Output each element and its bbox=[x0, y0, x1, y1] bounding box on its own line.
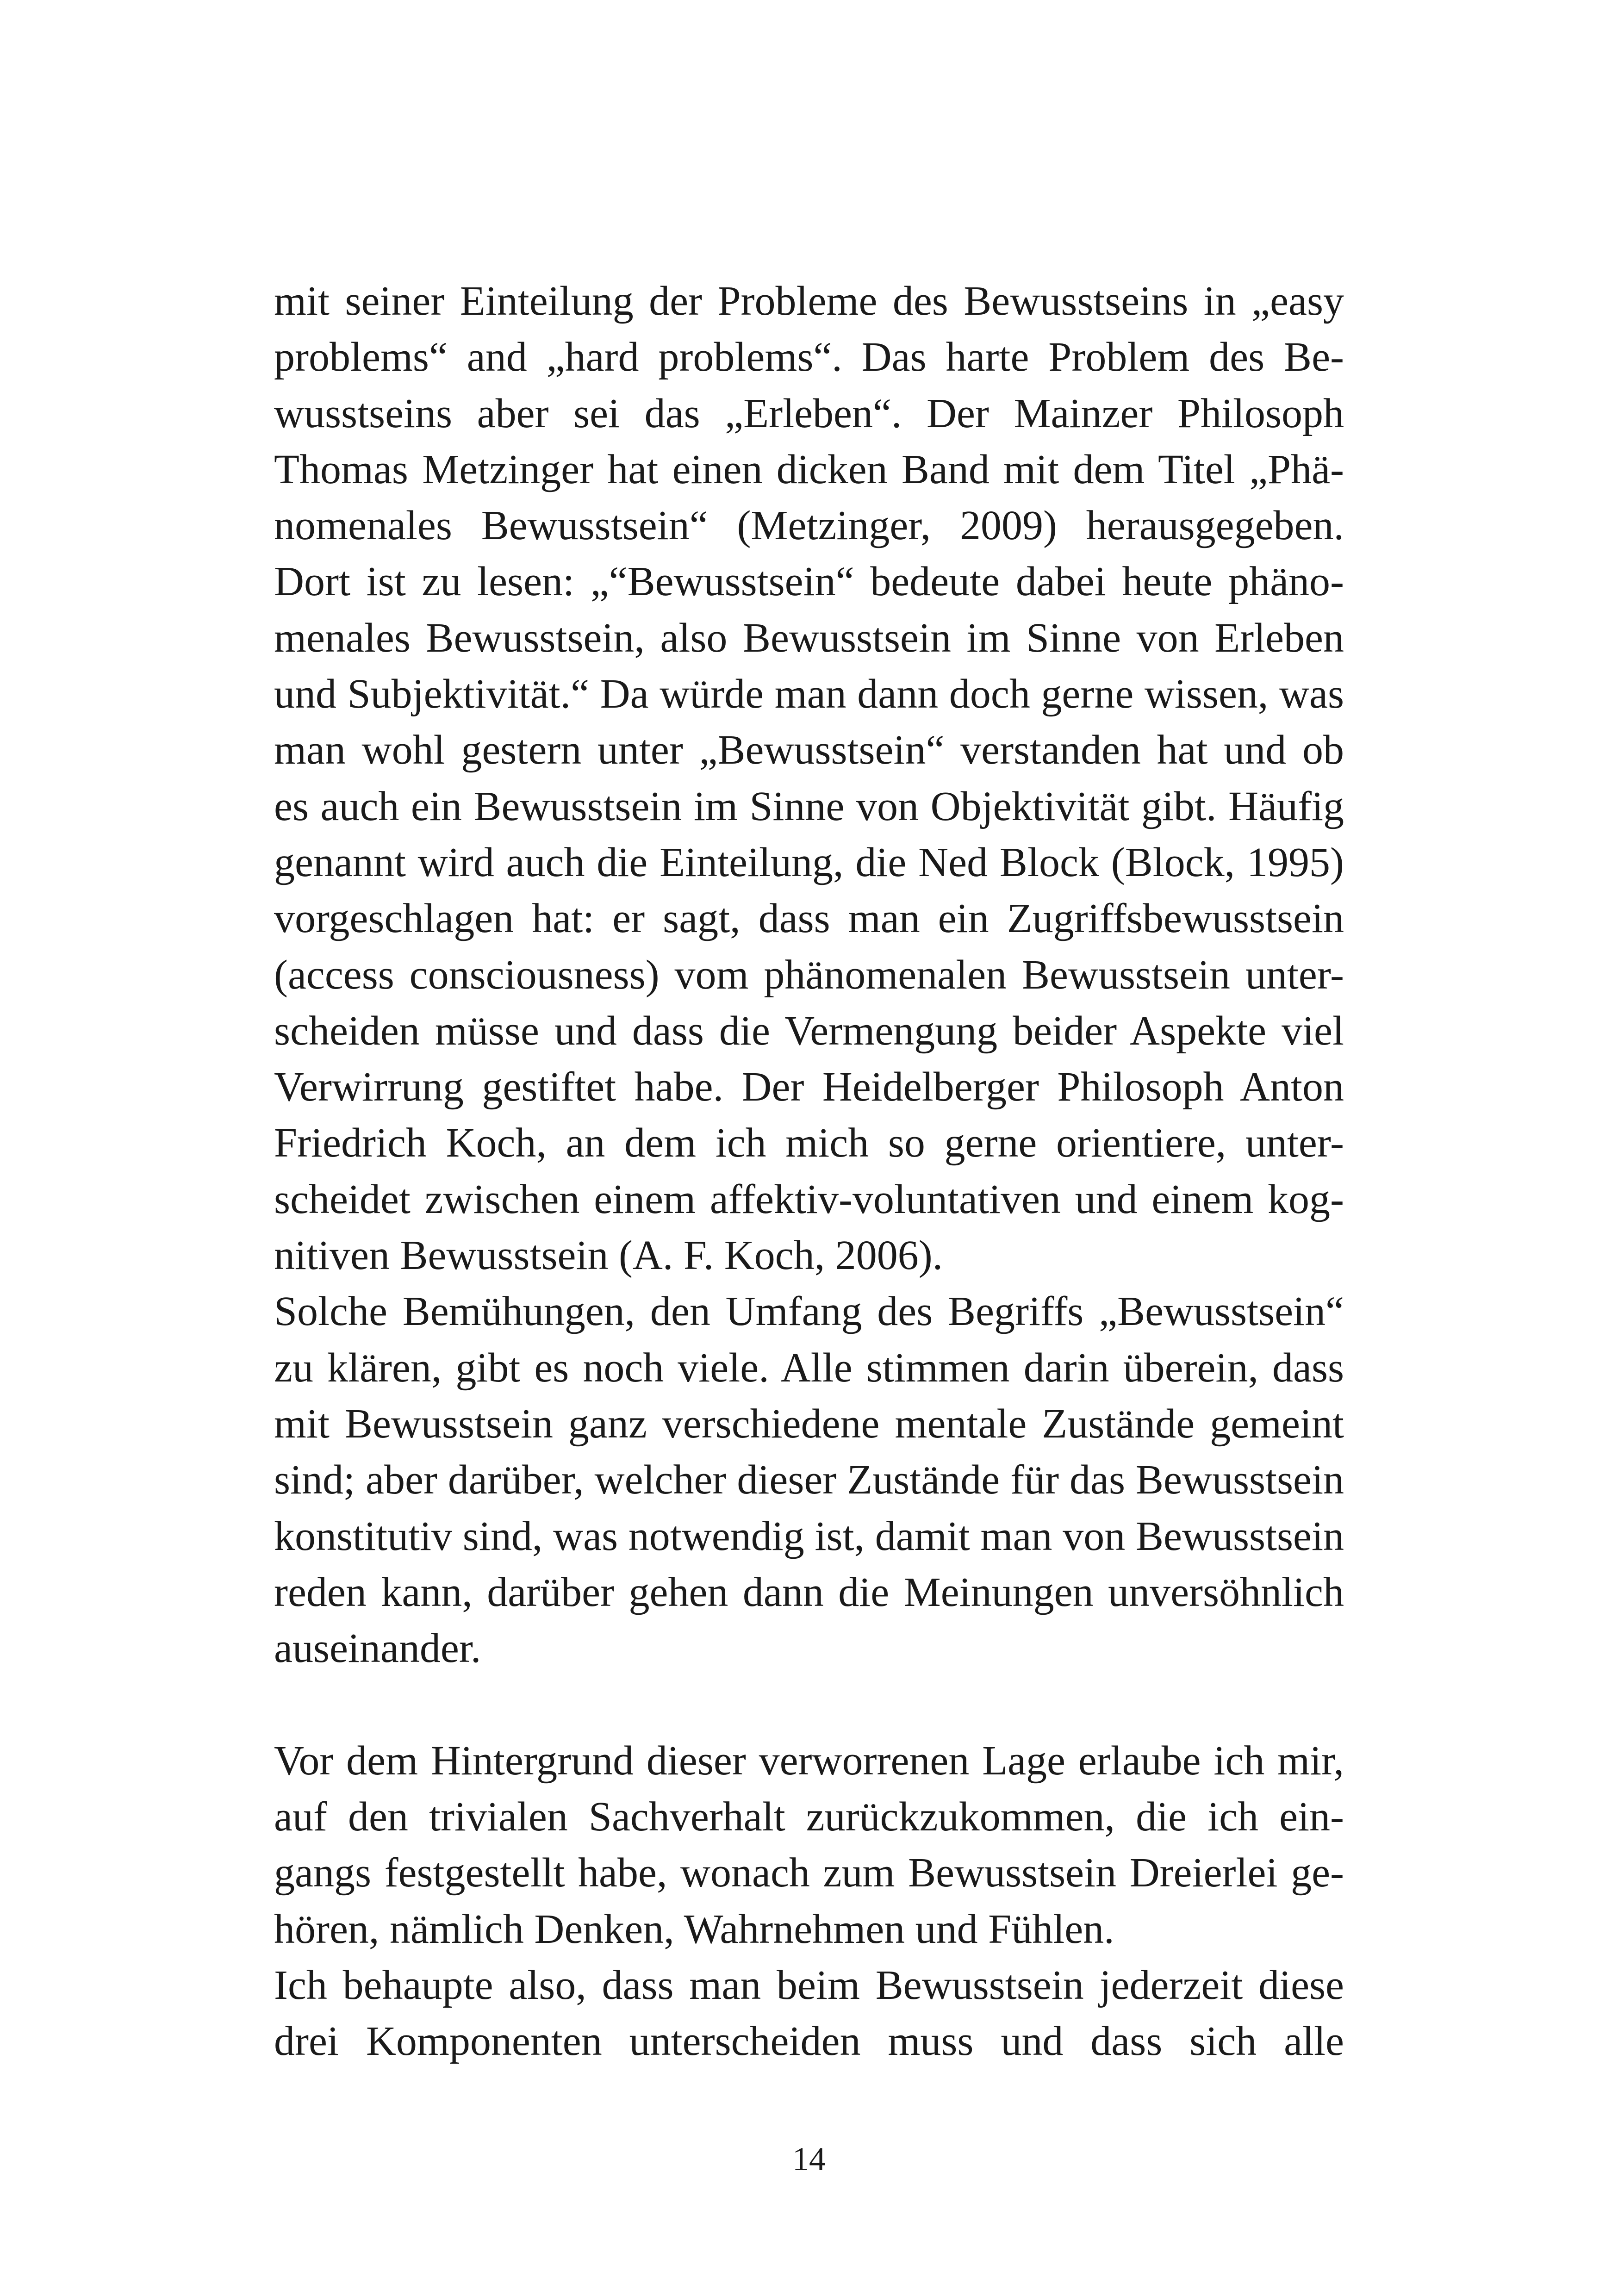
text-line: auseinander. bbox=[274, 1625, 481, 1672]
text-line: gangs festgestellt habe, wonach zum Bewusstsein Dreierlei ge- bbox=[274, 1850, 1344, 1896]
text-line: Verwirrung gestiftet habe. Der Heidelberger Philosoph Anton bbox=[274, 1064, 1344, 1110]
text-line: scheidet zwischen einem affektiv-voluntativen und einem kog- bbox=[274, 1176, 1344, 1222]
text-line: Dort ist zu lesen: „“Bewusstsein“ bedeute dabei heute phäno- bbox=[274, 559, 1344, 605]
paragraph bbox=[274, 1957, 1344, 2070]
text-line: genannt wird auch die Einteilung, die Ned Block (Block, 1995) bbox=[274, 839, 1344, 885]
text-line: mit Bewusstsein ganz verschiedene mentale Zustände gemeint bbox=[274, 1400, 1344, 1447]
text-line: problems“ and „hard problems“. Das harte Problem des Be- bbox=[274, 334, 1344, 380]
text-line: und Subjektivität.“ Da würde man dann doch gerne wissen, was bbox=[274, 671, 1344, 717]
paragraph bbox=[274, 1733, 1344, 1957]
body-text bbox=[274, 273, 1344, 2070]
paragraph bbox=[274, 273, 1344, 1283]
text-line: man wohl gestern unter „Bewusstsein“ verstanden hat und ob bbox=[274, 727, 1344, 773]
text-line: Friedrich Koch, an dem ich mich so gerne orientiere, unter- bbox=[274, 1120, 1344, 1166]
text-line: es auch ein Bewusstsein im Sinne von Objektivität gibt. Häufig bbox=[274, 783, 1344, 829]
text-line: nitiven Bewusstsein (A. F. Koch, 2006). bbox=[274, 1232, 943, 1279]
paragraph bbox=[274, 1283, 1344, 1676]
text-line: Vor dem Hintergrund dieser verworrenen Lage erlaube ich mir, bbox=[274, 1737, 1344, 1784]
text-line: drei Komponenten unterscheiden muss und dass sich alle bbox=[274, 2018, 1344, 2065]
text-line: mit seiner Einteilung der Probleme des Bewusstseins in „easy bbox=[274, 278, 1344, 324]
text-line: Ich behaupte also, dass man beim Bewusstsein jederzeit diese bbox=[274, 1962, 1344, 2008]
text-line: vorgeschlagen hat: er sagt, dass man ein Zugriffsbewusstsein bbox=[274, 896, 1344, 942]
text-line: reden kann, darüber gehen dann die Meinungen unversöhnlich bbox=[274, 1569, 1344, 1615]
text-line: konstitutiv sind, was notwendig ist, damit man von Bewusstsein bbox=[274, 1513, 1344, 1559]
text-line: nomenales Bewusstsein“ (Metzinger, 2009) herausgegeben. bbox=[274, 503, 1344, 549]
page-number: 14 bbox=[792, 2140, 826, 2178]
text-line: scheiden müsse und dass die Vermengung beider Aspekte viel bbox=[274, 1008, 1344, 1054]
text-line: Solche Bemühungen, den Umfang des Begriffs „Bewusstsein“ bbox=[274, 1288, 1344, 1335]
text-line: sind; aber darüber, welcher dieser Zustände für das Bewusstsein bbox=[274, 1457, 1344, 1503]
text-line: hören, nämlich Denken, Wahrnehmen und Fühlen. bbox=[274, 1906, 1114, 1952]
text-line: zu klären, gibt es noch viele. Alle stimmen darin überein, dass bbox=[274, 1344, 1344, 1391]
paragraph-gap bbox=[274, 1676, 1344, 1732]
text-line: menales Bewusstsein, also Bewusstsein im Sinne von Erleben bbox=[274, 615, 1344, 661]
text-line: Thomas Metzinger hat einen dicken Band mit dem Titel „Phä- bbox=[274, 446, 1344, 492]
text-line: (access consciousness) vom phänomenalen Bewusstsein unter- bbox=[274, 952, 1344, 998]
text-line: wusstseins aber sei das „Erleben“. Der Mainzer Philosoph bbox=[274, 390, 1344, 436]
text-line: auf den trivialen Sachverhalt zurückzukommen, die ich ein- bbox=[274, 1794, 1344, 1840]
